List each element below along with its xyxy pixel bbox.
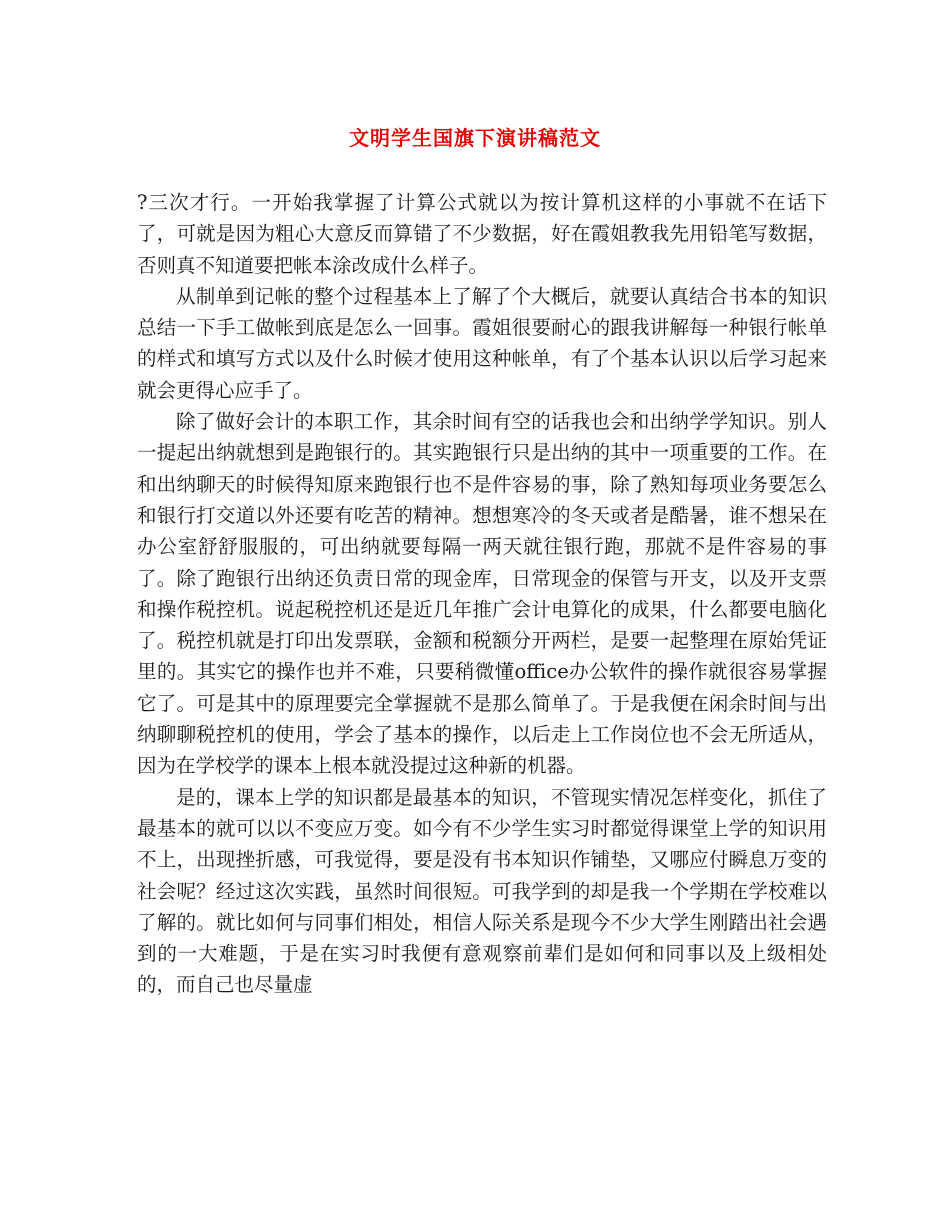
paragraph-2: 从制单到记帐的整个过程基本上了解了个大概后，就要认真结合书本的知识总结一下手工做帐到底是怎么一回事。霞姐很要耐心的跟我讲解每一种银行帐单的样式和填写方式以及什么时候才使用这种帐单，有了个基本认识以后学习起来就会更得心应手了。 [137, 284, 827, 402]
document-title: 文明学生国旗下演讲稿范文 [349, 126, 601, 150]
paragraph-3: 除了做好会计的本职工作，其余时间有空的话我也会和出纳学学知识。别人一提起出纳就想到是跑银行的。其实跑银行只是出纳的其中一项重要的工作。在和出纳聊天的时候得知原来跑银行也不是件容易的事，除了熟知每项业务要怎么和银行打交道以外还要有吃苦的精神。想想寒冷的冬天或者是酷暑，谁不想呆在办公室舒舒服服的，可出纳就要每隔一两天就往银行跑，那就不是件容易的事了。除了跑银行出纳还负责日常的现金库，日常现金的保管与开支，以及开支票和操作税控机。说起税控机还是近几年推广会计电算化的成果，什么都要电脑化了。税控机就是打印出发票联，金额和税额分开两栏，是要一起整理在原始凭证里的。其实它的操作也并不难，只要稍微懂office办公软件的操作就很容易掌握它了。可是其中的原理要完全掌握就不是那么简单了。于是我便在闲余时间与出纳聊聊税控机的使用，学会了基本的操作，以后走上工作岗位也不会无所适从，因为在学校学的课本上根本就没提过这种新的机器。 [137, 410, 827, 778]
paragraph-4: 是的，课本上学的知识都是最基本的知识，不管现实情况怎样变化，抓住了最基本的就可以以不变应万变。如今有不少学生实习时都觉得课堂上学的知识用不上，出现挫折感，可我觉得，要是没有书本知识作铺垫，又哪应付瞬息万变的社会呢？经过这次实践，虽然时间很短。可我学到的却是我一个学期在学校难以了解的。就比如何与同事们相处，相信人际关系是现今不少大学生刚踏出社会遇到的一大难题，于是在实习时我便有意观察前辈们是如何和同事以及上级相处的，而自己也尽量虚 [137, 785, 827, 997]
document-body [137, 187, 827, 1001]
paragraph-1: ?三次才行。一开始我掌握了计算公式就以为按计算机这样的小事就不在话下了，可就是因为粗心大意反而算错了不少数据，好在霞姐教我先用铅笔写数据，否则真不知道要把帐本涂改成什么样子。 [137, 191, 827, 277]
